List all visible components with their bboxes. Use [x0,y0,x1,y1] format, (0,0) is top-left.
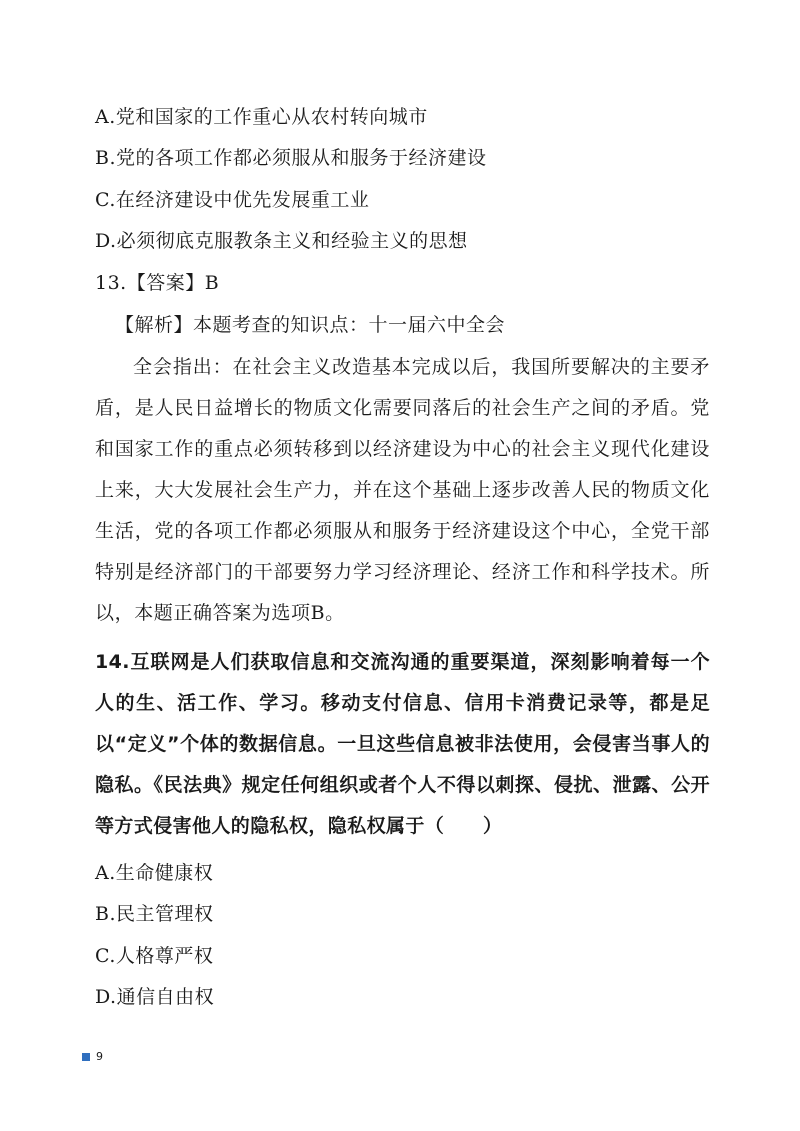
q12-option-c: C.在经济建设中优先发展重工业 [95,189,370,211]
q13-answer: 13.【答案】B [95,272,220,294]
q14-question: 14.互联网是人们获取信息和交流沟通的重要渠道，深刻影响着每一个人的生、活工作、学习。移动支付信息、信用卡消费记录等，都是足以“定义”个体的数据信息。一旦这些信息被非法使用，会侵害当事人的隐私。《民法典》规定任何组织或者个人不得以刺探、侵扰、泄露、公开等方式侵害他人的隐私权，隐私权属于（ ） [95,651,710,837]
page-footer [82,1050,103,1063]
page-number: 9 [96,1050,103,1063]
q13-analysis-heading: 【解析】本题考查的知识点：十一届六中全会 [115,314,506,336]
q14-option-d: D.通信自由权 [95,986,215,1008]
q13-analysis-body: 全会指出：在社会主义改造基本完成以后，我国所要解决的主要矛盾，是人民日益增长的物质文化需要同落后的社会生产之间的矛盾。党和国家工作的重点必须转移到以经济建设为中心的社会主义现代化建设上来，大大发展社会生产力，并在这个基础上逐步改善人民的物质文化生活，党的各项工作都必须服从和服务于经济建设这个中心，全党干部特别是经济部门的干部要努力学习经济理论、经济工作和科学技术。所以，本题正确答案为选项B。 [95,356,710,624]
q12-option-a: A.党和国家的工作重心从农村转向城市 [95,106,428,128]
page-marker-icon [82,1053,90,1061]
q14-option-a: A.生命健康权 [95,862,214,884]
q14-option-c: C.人格尊严权 [95,945,214,967]
q12-option-d: D.必须彻底克服教条主义和经验主义的思想 [95,230,468,252]
q12-option-b: B.党的各项工作都必须服从和服务于经济建设 [95,147,487,169]
q14-option-b: B.民主管理权 [95,903,214,925]
